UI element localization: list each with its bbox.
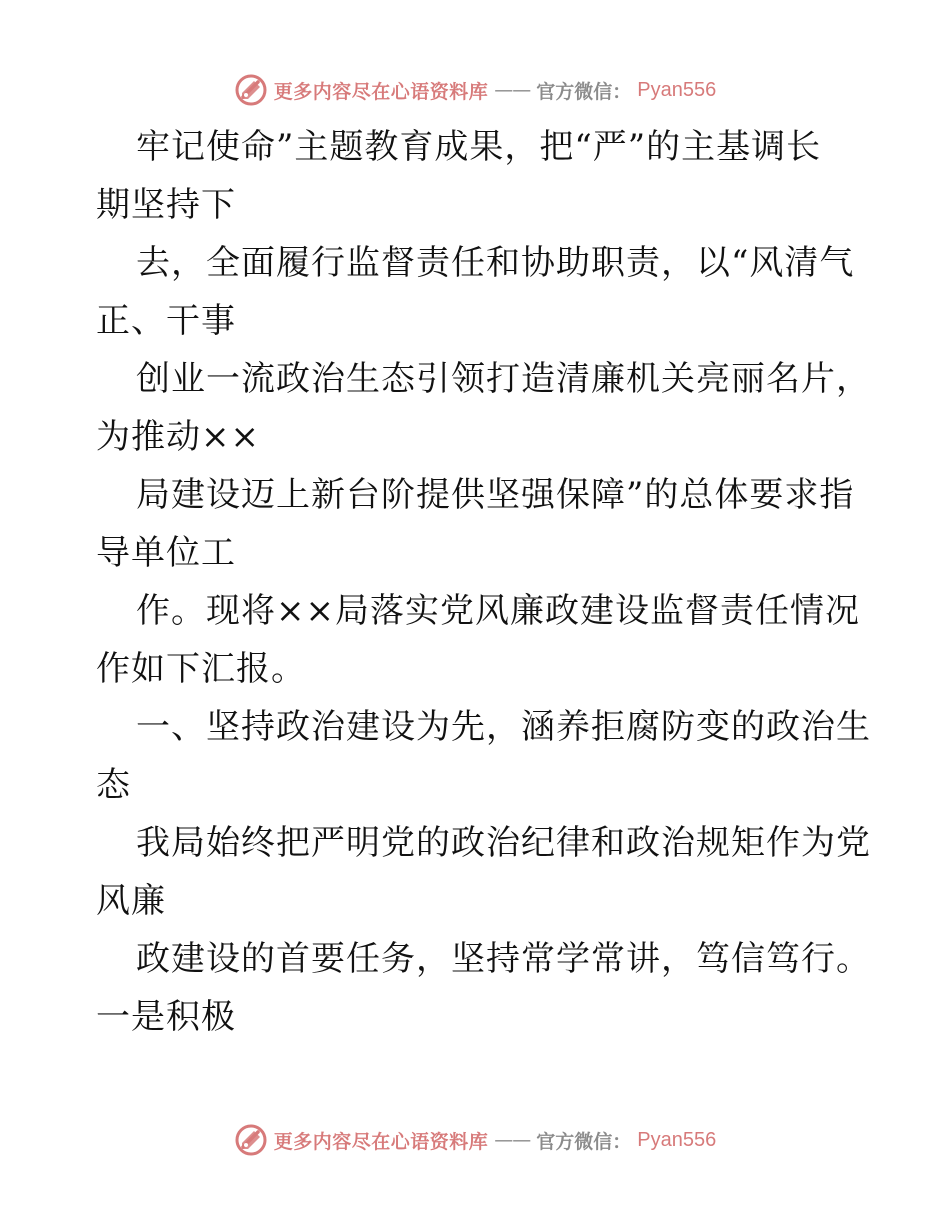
document-body	[96, 118, 871, 1046]
watermark-logo-icon	[234, 1123, 268, 1157]
body-line: 导单位工	[96, 533, 236, 573]
body-line: 作如下汇报。	[96, 649, 306, 689]
watermark-logo-icon	[234, 73, 268, 107]
watermark-wechat-id: Pyan556	[637, 1128, 717, 1151]
watermark-wechat-id: Pyan556	[637, 78, 717, 101]
watermark-dash: ——	[494, 79, 531, 101]
body-line: 去，全面履行监督责任和协助职责，以“风清气	[136, 243, 855, 283]
body-line: 为推动××	[96, 417, 260, 457]
body-line: 牢记使命”主题教育成果，把“严”的主基调长	[136, 127, 822, 167]
body-line: 正、干事	[96, 301, 236, 341]
section-heading-line: 一、坚持政治建设为先，涵养拒腐防变的政治生	[136, 707, 871, 747]
watermark-wechat-label: 官方微信：	[536, 1130, 632, 1153]
body-line: 一是积极	[96, 997, 236, 1037]
body-line: 创业一流政治生态引领打造清廉机关亮丽名片，	[136, 359, 871, 399]
watermark-wechat-label: 官方微信：	[536, 80, 632, 103]
body-line: 期坚持下	[96, 185, 236, 225]
footer-watermark	[0, 1120, 950, 1160]
body-line: 我局始终把严明党的政治纪律和政治规矩作为党	[136, 823, 871, 863]
watermark-site-text: 更多内容尽在心语资料库	[273, 1130, 489, 1153]
body-line: 政建设的首要任务，坚持常学常讲，笃信笃行。	[136, 939, 871, 979]
watermark-dash: ——	[494, 1129, 531, 1151]
section-heading-line: 态	[96, 765, 131, 805]
watermark-site-text: 更多内容尽在心语资料库	[273, 80, 489, 103]
body-line: 局建设迈上新台阶提供坚强保障”的总体要求指	[136, 475, 855, 515]
header-watermark	[0, 70, 950, 110]
body-line: 风廉	[96, 881, 166, 921]
body-line: 作。现将××局落实党风廉政建设监督责任情况	[136, 591, 860, 631]
